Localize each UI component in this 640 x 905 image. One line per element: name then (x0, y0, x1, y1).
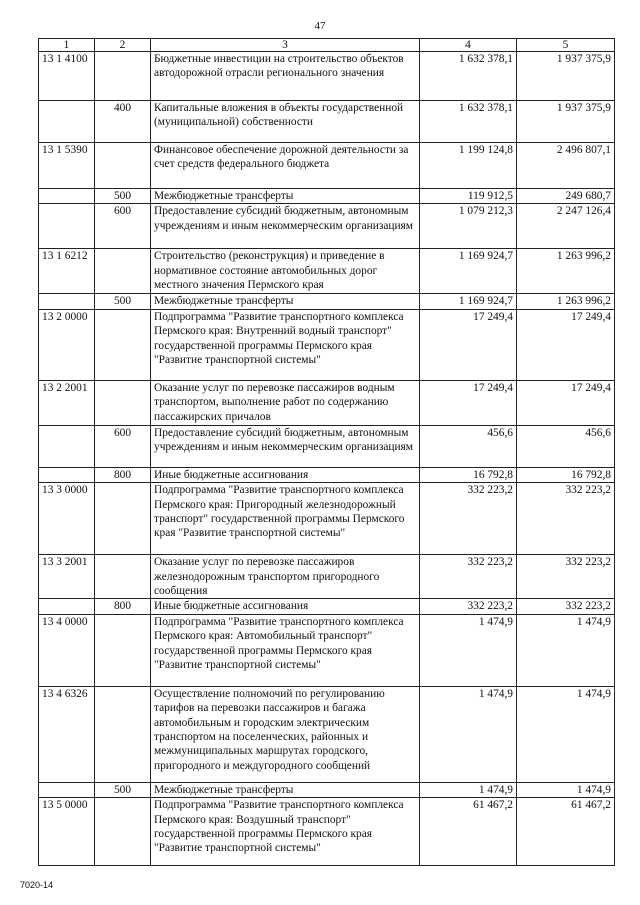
amount-year1: 17 249,4 (420, 380, 517, 425)
expense-type (95, 143, 151, 189)
page-number: 47 (314, 20, 326, 32)
target-code: 13 2 2001 (39, 380, 95, 425)
expense-type (95, 249, 151, 294)
table-row (39, 614, 615, 686)
amount-year1: 1 632 378,1 (420, 52, 517, 101)
item-name: Строительство (реконструкция) и приведение в нормативное состояние автомобильных дорог местного значения Пермского края (151, 249, 420, 294)
item-name: Подпрограмма "Развитие транспортного комплекса Пермского края: Внутренний водный транспорт" государственной программы Пермского края "Развитие транспортной системы" (151, 309, 420, 380)
amount-year2: 16 792,8 (517, 467, 615, 482)
amount-year1: 119 912,5 (420, 189, 517, 204)
amount-year2: 1 937 375,9 (517, 101, 615, 143)
target-code (39, 294, 95, 309)
amount-year1: 16 792,8 (420, 467, 517, 482)
target-code (39, 782, 95, 797)
target-code (39, 467, 95, 482)
amount-year1: 332 223,2 (420, 599, 517, 614)
table-row (39, 599, 615, 614)
expense-type (95, 686, 151, 782)
amount-year1: 1 169 924,7 (420, 294, 517, 309)
amount-year2: 61 467,2 (517, 798, 615, 866)
header-col-name: 3 (151, 39, 420, 52)
amount-year2: 2 496 807,1 (517, 143, 615, 189)
header-col-year1: 4 (420, 39, 517, 52)
table-row (39, 555, 615, 599)
amount-year2: 17 249,4 (517, 380, 615, 425)
amount-year2: 456,6 (517, 425, 615, 467)
expense-type: 800 (95, 599, 151, 614)
expense-type (95, 555, 151, 599)
amount-year2: 1 263 996,2 (517, 294, 615, 309)
target-code: 13 1 6212 (39, 249, 95, 294)
amount-year1: 332 223,2 (420, 555, 517, 599)
item-name: Капитальные вложения в объекты государственной (муниципальной) собственности (151, 101, 420, 143)
amount-year2: 332 223,2 (517, 599, 615, 614)
amount-year2: 1 474,9 (517, 686, 615, 782)
expense-type: 500 (95, 782, 151, 797)
expense-type (95, 52, 151, 101)
target-code: 13 4 6326 (39, 686, 95, 782)
header-col-target: 1 (39, 39, 95, 52)
item-name: Финансовое обеспечение дорожной деятельности за счет средств федерального бюджета (151, 143, 420, 189)
amount-year1: 1 474,9 (420, 614, 517, 686)
header-col-type: 2 (95, 39, 151, 52)
target-code: 13 4 0000 (39, 614, 95, 686)
expense-type: 500 (95, 189, 151, 204)
item-name: Осуществление полномочий по регулированию тарифов на перевозки пассажиров и багажа автомобильным и городским электрическим транспортом на поселенческих, районных и межмуниципальных маршрутах городского, пригородного и междугородного сообщений (151, 686, 420, 782)
item-name: Предоставление субсидий бюджетным, автономным учреждениям и иным некоммерческим организациям (151, 204, 420, 249)
item-name: Подпрограмма "Развитие транспортного комплекса Пермского края: Воздушный транспорт" государственной программы Пермского края "Развитие транспортной системы" (151, 798, 420, 866)
item-name: Оказание услуг по перевозке пассажиров железнодорожным транспортом пригородного сообщения (151, 555, 420, 599)
target-code: 13 2 0000 (39, 309, 95, 380)
item-name: Бюджетные инвестиции на строительство объектов автодорожной отрасли регионального значения (151, 52, 420, 101)
table-row (39, 204, 615, 249)
amount-year1: 332 223,2 (420, 483, 517, 555)
amount-year1: 17 249,4 (420, 309, 517, 380)
item-name: Подпрограмма "Развитие транспортного комплекса Пермского края: Автомобильный транспорт" государственной программы Пермского края "Развитие транспортной системы" (151, 614, 420, 686)
target-code: 13 1 5390 (39, 143, 95, 189)
expense-type: 800 (95, 467, 151, 482)
table-row (39, 425, 615, 467)
amount-year2: 1 474,9 (517, 614, 615, 686)
form-code: 7020-14 (20, 880, 54, 890)
amount-year1: 1 079 212,3 (420, 204, 517, 249)
target-code (39, 425, 95, 467)
target-code: 13 5 0000 (39, 798, 95, 866)
amount-year1: 456,6 (420, 425, 517, 467)
header-row (39, 39, 615, 52)
table-row (39, 798, 615, 866)
amount-year1: 1 199 124,8 (420, 143, 517, 189)
amount-year2: 1 937 375,9 (517, 52, 615, 101)
expense-type: 400 (95, 101, 151, 143)
target-code (39, 101, 95, 143)
target-code: 13 3 2001 (39, 555, 95, 599)
amount-year2: 249 680,7 (517, 189, 615, 204)
expense-type: 600 (95, 204, 151, 249)
expense-type: 500 (95, 294, 151, 309)
item-name: Иные бюджетные ассигнования (151, 599, 420, 614)
expense-type (95, 380, 151, 425)
expense-type (95, 614, 151, 686)
table-row (39, 686, 615, 782)
amount-year1: 1 474,9 (420, 782, 517, 797)
amount-year2: 1 474,9 (517, 782, 615, 797)
table-row (39, 483, 615, 555)
expense-type (95, 798, 151, 866)
table-row (39, 294, 615, 309)
item-name: Оказание услуг по перевозке пассажиров водным транспортом, выполнение работ по содержанию пассажирских причалов (151, 380, 420, 425)
table-row (39, 101, 615, 143)
expense-type: 600 (95, 425, 151, 467)
amount-year1: 1 632 378,1 (420, 101, 517, 143)
table-row (39, 249, 615, 294)
amount-year1: 61 467,2 (420, 798, 517, 866)
table-row (39, 467, 615, 482)
amount-year2: 17 249,4 (517, 309, 615, 380)
target-code (39, 204, 95, 249)
table-row (39, 143, 615, 189)
amount-year2: 332 223,2 (517, 555, 615, 599)
item-name: Межбюджетные трансферты (151, 189, 420, 204)
item-name: Предоставление субсидий бюджетным, автономным учреждениям и иным некоммерческим организациям (151, 425, 420, 467)
amount-year1: 1 474,9 (420, 686, 517, 782)
item-name: Иные бюджетные ассигнования (151, 467, 420, 482)
table-row (39, 52, 615, 101)
amount-year2: 2 247 126,4 (517, 204, 615, 249)
item-name: Подпрограмма "Развитие транспортного комплекса Пермского края: Пригородный железнодорожный транспорт" государственной программы Пермского края "Развитие транспортной системы" (151, 483, 420, 555)
header-col-year2: 5 (517, 39, 615, 52)
budget-table (38, 38, 615, 866)
expense-type (95, 483, 151, 555)
item-name: Межбюджетные трансферты (151, 782, 420, 797)
amount-year1: 1 169 924,7 (420, 249, 517, 294)
target-code: 13 1 4100 (39, 52, 95, 101)
target-code (39, 189, 95, 204)
item-name: Межбюджетные трансферты (151, 294, 420, 309)
target-code (39, 599, 95, 614)
table-row (39, 380, 615, 425)
table-row (39, 782, 615, 797)
target-code: 13 3 0000 (39, 483, 95, 555)
table-row (39, 189, 615, 204)
amount-year2: 332 223,2 (517, 483, 615, 555)
table-row (39, 309, 615, 380)
table-body (39, 52, 615, 866)
amount-year2: 1 263 996,2 (517, 249, 615, 294)
expense-type (95, 309, 151, 380)
